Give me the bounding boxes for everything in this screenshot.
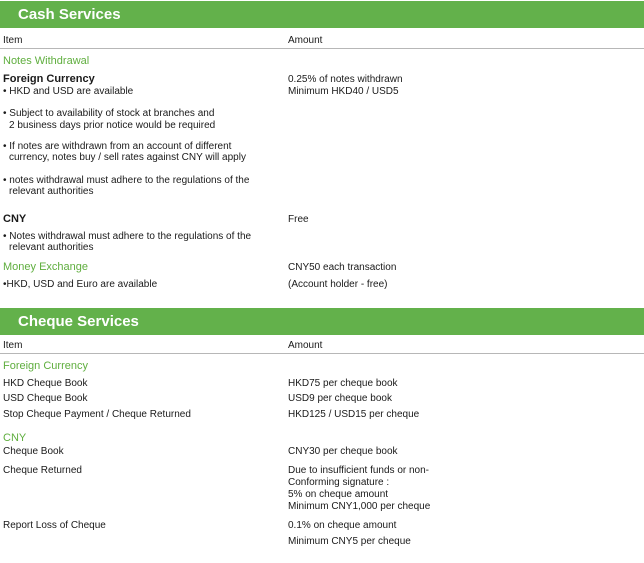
fc-bullet4a: • notes withdrawal must adhere to the regulations of the [3,175,250,186]
col-item: Item [3,35,23,46]
table-row-item: Stop Cheque Payment / Cheque Returned [3,409,191,420]
col-item: Item [3,340,23,351]
cny-amount: Free [288,214,309,225]
me-bullet: •HKD, USD and Euro are available [3,279,158,290]
fc-bullet2a: • Subject to availability of stock at branches and [3,108,215,119]
cheque-book-label: Cheque Book [3,446,64,457]
foreign-currency-label: Foreign Currency [3,73,95,85]
me-amount1: CNY50 each transaction [288,262,397,273]
section-notes-withdrawal: Notes Withdrawal [3,55,90,67]
table-row-item: HKD Cheque Book [3,378,88,389]
cny-bullet1b: relevant authorities [9,242,94,253]
rl-amount1: 0.1% on cheque amount [288,520,397,531]
cny-bullet1a: • Notes withdrawal must adhere to the regulations of the [3,231,252,242]
fc-bullet2b: 2 business days prior notice would be required [9,120,216,131]
table-row-item: USD Cheque Book [3,393,88,404]
cheque-services-header: Cheque Services [0,308,644,335]
cheque-book-amount: CNY30 per cheque book [288,446,398,457]
section-cheque-foreign-currency: Foreign Currency [3,360,88,372]
table-row-amount: HKD125 / USD15 per cheque [288,409,420,420]
fc-amount2: Minimum HKD40 / USD5 [288,86,399,97]
table-row-amount: USD9 per cheque book [288,393,392,404]
fc-bullet3b: currency, notes buy / sell rates against CNY will apply [9,152,246,163]
fc-bullet1: • HKD and USD are available [3,86,134,97]
cr-amount2: Conforming signature : [288,477,390,488]
cr-amount3: 5% on cheque amount [288,489,389,500]
section-money-exchange: Money Exchange [3,261,88,273]
fc-amount1: 0.25% of notes withdrawn [288,74,403,85]
table-row-amount: HKD75 per cheque book [288,378,398,389]
col-amount: Amount [288,35,323,46]
fc-bullet4b: relevant authorities [9,186,94,197]
cheque-column-header [0,338,644,354]
cheque-returned-label: Cheque Returned [3,465,82,476]
fc-bullet3a: • If notes are withdrawn from an account of different [3,141,232,152]
rl-amount2: Minimum CNY5 per cheque [288,536,411,547]
col-amount: Amount [288,340,323,351]
cash-column-header [0,33,644,49]
cny-label: CNY [3,213,27,225]
section-cheque-cny: CNY [3,432,27,444]
cr-amount4: Minimum CNY1,000 per cheque [288,501,431,512]
cr-amount1: Due to insufficient funds or non- [288,465,430,476]
report-loss-label: Report Loss of Cheque [3,520,106,531]
cash-services-header: Cash Services [0,1,644,28]
me-amount2: (Account holder - free) [288,279,388,290]
